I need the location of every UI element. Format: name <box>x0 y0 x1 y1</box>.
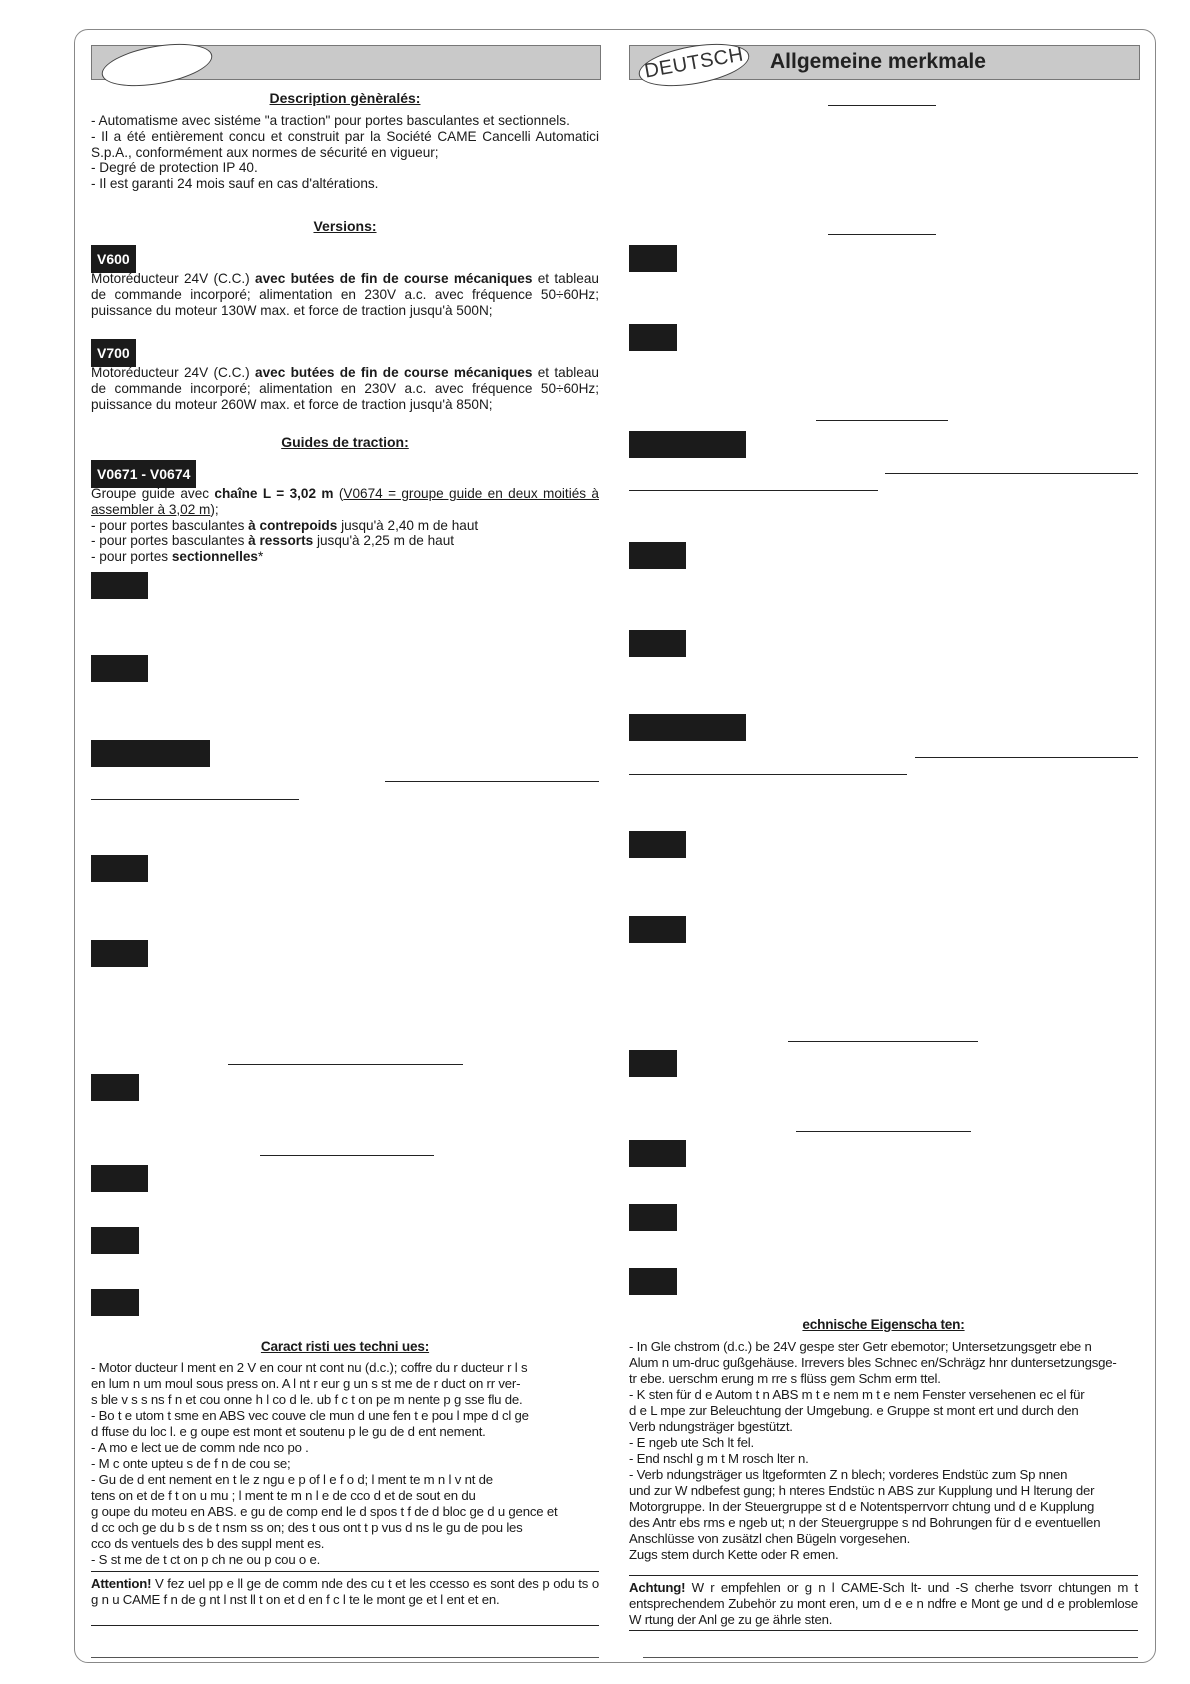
tech-line: Motorgruppe. In der Steuergruppe st d e Notentsperrvorr chtung und d e Kupplung <box>629 1499 1095 1514</box>
right-redacted-rule-5a <box>915 757 1138 758</box>
left-redacted-badge-1 <box>91 572 148 599</box>
left-redacted-rule-1a <box>385 781 599 782</box>
right-redacted-rule-2 <box>828 234 936 235</box>
achtung-text: W r empfehlen or g n l CAME-Sch lt- und -S cherhe tsvorr chtungen m t entsprechendem Zubehör zu mont eren, um d e e n ndfre e Mont ge und d e problemlose W rtung der Anl ge zu ge ährle sten. <box>629 1580 1138 1627</box>
right-redacted-badge-6 <box>629 714 746 741</box>
left-guides-title: Guides de traction: <box>281 434 409 450</box>
guides-line-4: - pour portes sectionnelles* <box>91 549 264 565</box>
tech-line: - A mo e lect ue de comm nde nco po . <box>91 1440 309 1455</box>
v600-text-b: et tableau de commande incorporé; alimentation en 230V a.c. avec fréquence 50÷60Hz; puissance du moteur 130W max. et force de traction jusqu'à 500N; <box>91 271 599 318</box>
tech-line: - Bo t e utom t sme en ABS vec couve cle mun d une fen t e pou l mpe d cl ge <box>91 1408 529 1423</box>
left-footer-rule <box>91 1657 599 1658</box>
left-description-title: Description gènèralés: <box>269 90 421 106</box>
left-attention-note <box>91 1576 599 1608</box>
intro-line-2: - Il a été entièrement concu et construit par la Société CAME Cancelli Automatici S.p.A., conformément aux normes de sécurité en vigueur; <box>91 128 599 160</box>
left-redacted-badge-5 <box>91 940 148 967</box>
right-header-title: Allgemeine merkmale <box>770 50 986 73</box>
tech-line: d cc och ge du b s de t nsm ss on; des t ous ont t p vus d ns le gu de pou les <box>91 1520 523 1535</box>
left-redacted-rule-1b <box>91 799 299 800</box>
tech-line: Verb ndungsträger bgestützt. <box>629 1419 793 1434</box>
left-tech-title: Caract risti ues techni ues: <box>260 1339 430 1354</box>
right-redacted-badge-1 <box>629 245 677 272</box>
right-tech-title: echnische Eigenscha ten: <box>802 1317 965 1332</box>
tech-line: en lum n um moul sous press on. A l nt r eur g un s st me de r duct on rr ver- <box>91 1376 521 1391</box>
right-redacted-badge-3 <box>629 431 746 458</box>
tech-line: d ffuse du loc l. e g oupe est mont et soutenu p le gu de d ent nement. <box>91 1424 486 1439</box>
left-tech-specs <box>91 1360 599 1568</box>
v700-text-bold: avec butées de fin de course mécaniques <box>255 365 533 380</box>
guides-description <box>91 486 599 565</box>
tech-line: cco ds ventuels des b des suppl ment es. <box>91 1536 325 1551</box>
left-intro <box>91 113 599 192</box>
tech-line: Anschlüsse von zusätzl chen Bügeln vorgesehen. <box>629 1531 911 1546</box>
tech-line: des Antr ebs rms e ngeb ut; n der Steuergruppe s nd Bohrungen für d e eventuellen <box>629 1515 1101 1530</box>
tech-line: - Motor ducteur l ment en 2 V en cour nt cont nu (d.c.); coffre du r ducteur r l s <box>91 1360 528 1375</box>
right-language-tab-label: DEUTSCH <box>642 43 746 83</box>
right-redacted-badge-10 <box>629 1140 686 1167</box>
right-redacted-rule-3 <box>816 420 948 421</box>
intro-line-4: - Il est garanti 24 mois sauf en cas d'altérations. <box>91 176 379 192</box>
left-versions-title: Versions: <box>313 218 377 234</box>
right-redacted-badge-8 <box>629 916 686 943</box>
guides-badge: V0671 - V0674 <box>91 460 196 488</box>
left-redacted-rule-2 <box>228 1064 463 1065</box>
right-achtung-note <box>629 1580 1138 1628</box>
v600-badge: V600 <box>91 245 136 273</box>
right-redacted-rule-5b <box>629 774 907 775</box>
left-redacted-badge-6 <box>91 1074 139 1101</box>
v600-text-a: Motoréducteur 24V (C.C.) <box>91 271 256 286</box>
right-redacted-rule-7 <box>796 1131 971 1132</box>
right-achtung-top-rule <box>629 1575 1138 1576</box>
tech-line: Zugs stem durch Kette oder R emen. <box>629 1547 839 1562</box>
right-redacted-rule-6 <box>788 1041 978 1042</box>
tech-line: - S st me de t ct on p ch ne ou p cou o e. <box>91 1552 321 1567</box>
intro-line-1: - Automatisme avec sistéme "a traction" pour portes basculantes et sectionnels. <box>91 113 570 128</box>
right-redacted-badge-4 <box>629 542 686 569</box>
v700-description <box>91 365 599 412</box>
right-redacted-badge-7 <box>629 831 686 858</box>
v600-description <box>91 271 599 318</box>
left-redacted-badge-2 <box>91 655 148 682</box>
right-redacted-badge-11 <box>629 1204 677 1231</box>
tech-line: - End nschl g m t M rosch lter n. <box>629 1451 809 1466</box>
left-redacted-badge-4 <box>91 855 148 882</box>
attention-text: V fez uel pp e ll ge de comm nde des cu t et les ccesso es sont des p odu ts o g n u CAME f n de g nt l nst ll t on et d en f c l te le mont ge et l ent et en. <box>91 1576 599 1607</box>
tech-line: g oupe du moteu en ABS. e gu de comp end le d spos t f de d bloc ge d u gence et <box>91 1504 558 1519</box>
tech-line: - M c onte upteu s de f n de cou se; <box>91 1456 291 1471</box>
tech-line: - E ngeb ute Sch lt fel. <box>629 1435 754 1450</box>
v600-text-bold: avec butées de fin de course mécaniques <box>255 271 533 286</box>
right-redacted-badge-5 <box>629 630 686 657</box>
right-redacted-badge-12 <box>629 1268 677 1295</box>
tech-line: - Verb ndungsträger us ltgeformten Z n blech; vorderes Endstüc zum Sp nnen <box>629 1467 1068 1482</box>
left-redacted-badge-9 <box>91 1289 139 1316</box>
left-redacted-badge-3 <box>91 740 210 767</box>
tech-line: s ble v s s ns f n et cou onne h l co d le. ub f c t on pe m nente p g sse flu de. <box>91 1392 523 1407</box>
right-redacted-badge-2 <box>629 324 677 351</box>
tech-line: - Gu de d ent nement en t le z ngu e p of l e f o d; l ment te m n l v nt de <box>91 1472 493 1487</box>
attention-label: Attention! <box>91 1576 152 1591</box>
guides-line-1: Groupe guide avec chaîne L = 3,02 m (V0674 = groupe guide en deux moitiés à assembler à 3,02 m); <box>91 486 599 517</box>
tech-line: tr ebe. uerschm erung m rre s flüss gem Schm erm ttel. <box>629 1371 941 1386</box>
tech-line: Alum n um-druc gußgehäuse. Irrevers bles Schnec en/Schrägz hnr duntersetzungsge- <box>629 1355 1117 1370</box>
right-redacted-rule-1 <box>828 105 936 106</box>
tech-line: d e L mpe zur Beleuchtung der Umgebung. e Gruppe st mont ert und durch den <box>629 1403 1079 1418</box>
tech-line: und zur W ndbefest gung; h nteres Endstüc n ABS zur Kupplung und H lterung der <box>629 1483 1095 1498</box>
v700-text-a: Motoréducteur 24V (C.C.) <box>91 365 256 380</box>
guides-line-2: - pour portes basculantes à contrepoids jusqu'à 2,40 m de haut <box>91 517 479 533</box>
right-redacted-rule-4a <box>885 473 1138 474</box>
right-tech-specs <box>629 1339 1138 1563</box>
tech-line: tens on et de f t on u mu ; l ment te m n l e de cco d et de sout en du <box>91 1488 476 1503</box>
left-attention-bottom-rule <box>91 1625 599 1626</box>
left-redacted-badge-7 <box>91 1165 148 1192</box>
achtung-label: Achtung! <box>629 1580 686 1595</box>
tech-line: - In Gle chstrom (d.c.) be 24V gespe ster Getr ebemotor; Untersetzungsgetr ebe n <box>629 1339 1092 1354</box>
right-redacted-rule-4b <box>629 490 878 491</box>
left-attention-top-rule <box>91 1571 599 1572</box>
guides-line-3: - pour portes basculantes à ressorts jusqu'à 2,25 m de haut <box>91 533 455 549</box>
v700-text-b: et tableau de commande incorporé; alimentation en 230V a.c. avec fréquence 50÷60Hz; puissance du moteur 260W max. et force de traction jusqu'à 850N; <box>91 365 599 412</box>
left-redacted-badge-8 <box>91 1227 139 1254</box>
v700-badge: V700 <box>91 339 136 367</box>
right-footer-rule <box>643 1657 1138 1658</box>
intro-line-3: - Degré de protection IP 40. <box>91 160 258 176</box>
right-achtung-bottom-rule <box>629 1630 1138 1631</box>
tech-line: - K sten für d e Autom t n ABS m t e nem m t e nem Fenster versehenen ec el für <box>629 1387 1085 1402</box>
right-redacted-badge-9 <box>629 1050 677 1077</box>
left-redacted-rule-3 <box>260 1155 434 1156</box>
